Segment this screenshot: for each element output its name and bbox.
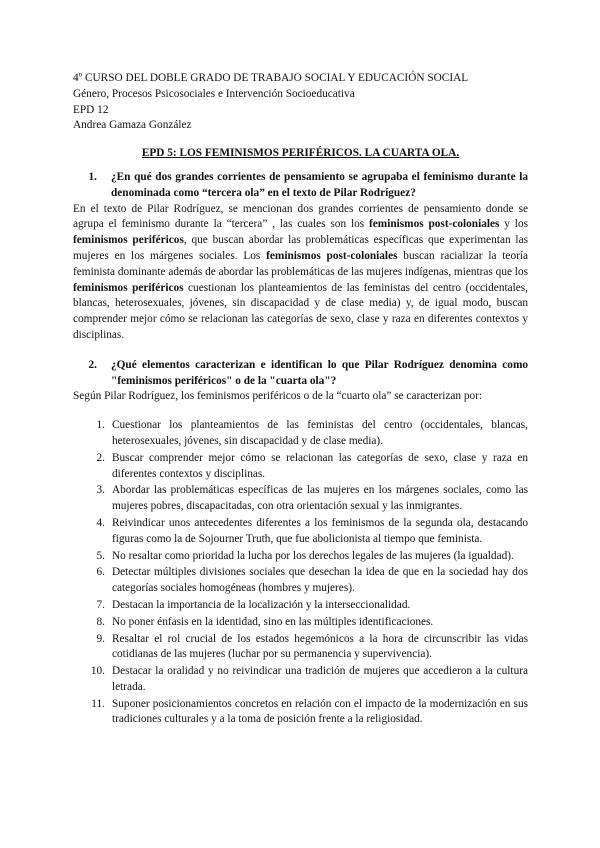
question-1-number: 1. [88, 170, 97, 183]
list-item [73, 565, 528, 597]
list-item [73, 516, 528, 548]
list-item-number: 7. [96, 598, 105, 611]
header-subject: Género, Procesos Psicosociales e Intervención Socioeducativa [73, 87, 355, 100]
list-item [73, 418, 528, 450]
question-1 [73, 170, 528, 202]
answer-1-part: buscan racializar la teoría feminista dominante además de abordar las problemáticas de las mujeres indígenas, mientras que los [73, 249, 529, 278]
answer-1-part: y los [499, 218, 528, 231]
answer-1-bold: feminismos periféricos [73, 234, 184, 247]
answer-1-part: En el texto de Pilar Rodríguez, se mencionan dos grandes corrientes de pensamiento donde se agrupa el feminismo durante la “tercera” , las cuales son los [73, 202, 528, 231]
answer-2-intro: Según Pilar Rodríguez, los feminismos periféricos o de la “cuarto ola” se caracterizan por: [73, 390, 483, 403]
list-item-text: Destacan la importancia de la localización y la interseccionalidad. [112, 598, 411, 611]
list-item-number: 9. [96, 632, 105, 645]
list-item-text: Reivindicar unos antecedentes diferentes a los feminismos de la segunda ola, destacando figuras como la de Sojourner Truth, que fue abolicionista al tiempo que feminista. [112, 516, 528, 545]
list-item-text: Destacar la oralidad y no reivindicar una tradición de mujeres que accedieron a la cultura letrada. [112, 665, 528, 693]
list-item-text: Buscar comprender mejor cómo se relacionan las categorías de sexo, clase y raza en diferentes contextos y disciplinas. [112, 451, 528, 480]
list-item-number: 10. [90, 665, 105, 678]
answer-1 [73, 202, 528, 344]
list-item-number: 5. [96, 549, 105, 562]
question-2-text: ¿Qué elementos caracterizan e identifican lo que Pilar Rodríguez denomina como "feminismos periféricos" o de la "cuarta ola"? [111, 358, 528, 387]
list-item [73, 664, 528, 696]
list-item-text: No resaltar como prioridad la lucha por los derechos legales de las mujeres (la igualdad). [112, 549, 514, 562]
list-item-number: 4. [96, 516, 105, 529]
characteristics-list [73, 418, 528, 728]
document-title: EPD 5: LOS FEMINISMOS PERIFÉRICOS. LA CUARTA OLA. [141, 147, 460, 160]
question-1-text: ¿En qué dos grandes corrientes de pensamiento se agrupaba el feminismo durante la denominada como “tercera ola” en el texto de Pilar Rodríguez? [111, 170, 528, 199]
list-item [73, 615, 528, 631]
answer-1-bold: feminismos post-coloniales [369, 218, 500, 231]
list-item-text: No poner énfasis en la identidad, sino en las múltiples identificaciones. [112, 615, 434, 628]
list-item-number: 1. [96, 419, 105, 432]
header-course: 4º CURSO DEL DOBLE GRADO DE TRABAJO SOCIAL Y EDUCACIÓN SOCIAL [73, 72, 469, 84]
list-item-text: Abordar las problemáticas específicas de las mujeres en los márgenes sociales, como las mujeres pobres, discapacitadas, con otra orientación sexual y las inmigrantes. [112, 484, 528, 513]
question-2 [73, 358, 528, 390]
document-header [73, 71, 528, 134]
answer-1-part: , que buscan abordar las problemáticas específicas que experimentan las mujeres en los márgenes sociales. Los [73, 234, 528, 262]
answer-1-bold: feminismos periféricos [73, 281, 184, 294]
list-item [73, 632, 528, 664]
document-page [73, 71, 528, 729]
list-item-text: Detectar múltiples divisiones sociales que desechan la idea de que en la sociedad hay dos categorías sociales homogéneas (hombres y mujeres). [112, 566, 528, 595]
list-item-number: 2. [96, 451, 105, 464]
answer-1-part: cuestionan los planteamientos de las feministas del centro (occidentales, blancas, heterosexuales, jóvenes, sin discapacidad y de clase media) y, de igual modo, buscan comprender mejor cómo se relacionan las categorías de sexo, clase y raza en diferentes contextos y disciplinas. [73, 281, 528, 341]
header-epd: EPD 12 [73, 103, 109, 116]
list-item [73, 697, 528, 729]
answer-1-bold: feminismos post-coloniales [266, 249, 398, 262]
list-item [73, 451, 528, 483]
list-item-number: 8. [96, 615, 105, 628]
list-item-text: Suponer posicionamientos concretos en relación con el impacto de la modernización en sus tradiciones culturales y a la toma de posición frente a la religiosidad. [112, 697, 528, 726]
list-item-number: 3. [96, 484, 105, 497]
list-item-text: Cuestionar los planteamientos de las feministas del centro (occidentales, blancas, heterosexuales, jóvenes, sin discapacidad y de clase media). [112, 419, 528, 447]
question-2-number: 2. [88, 358, 97, 371]
list-item [73, 483, 528, 515]
list-item [73, 549, 528, 565]
list-item [73, 598, 528, 614]
list-item-number: 11. [91, 697, 105, 710]
list-item-number: 6. [96, 566, 105, 579]
header-author: Andrea Gamaza González [73, 119, 192, 132]
list-item-text: Resaltar el rol crucial de los estados hegemónicos a la hora de circunscribir las vidas cotidianas de las mujeres (luchar por su permanencia y supervivencia). [112, 632, 528, 661]
